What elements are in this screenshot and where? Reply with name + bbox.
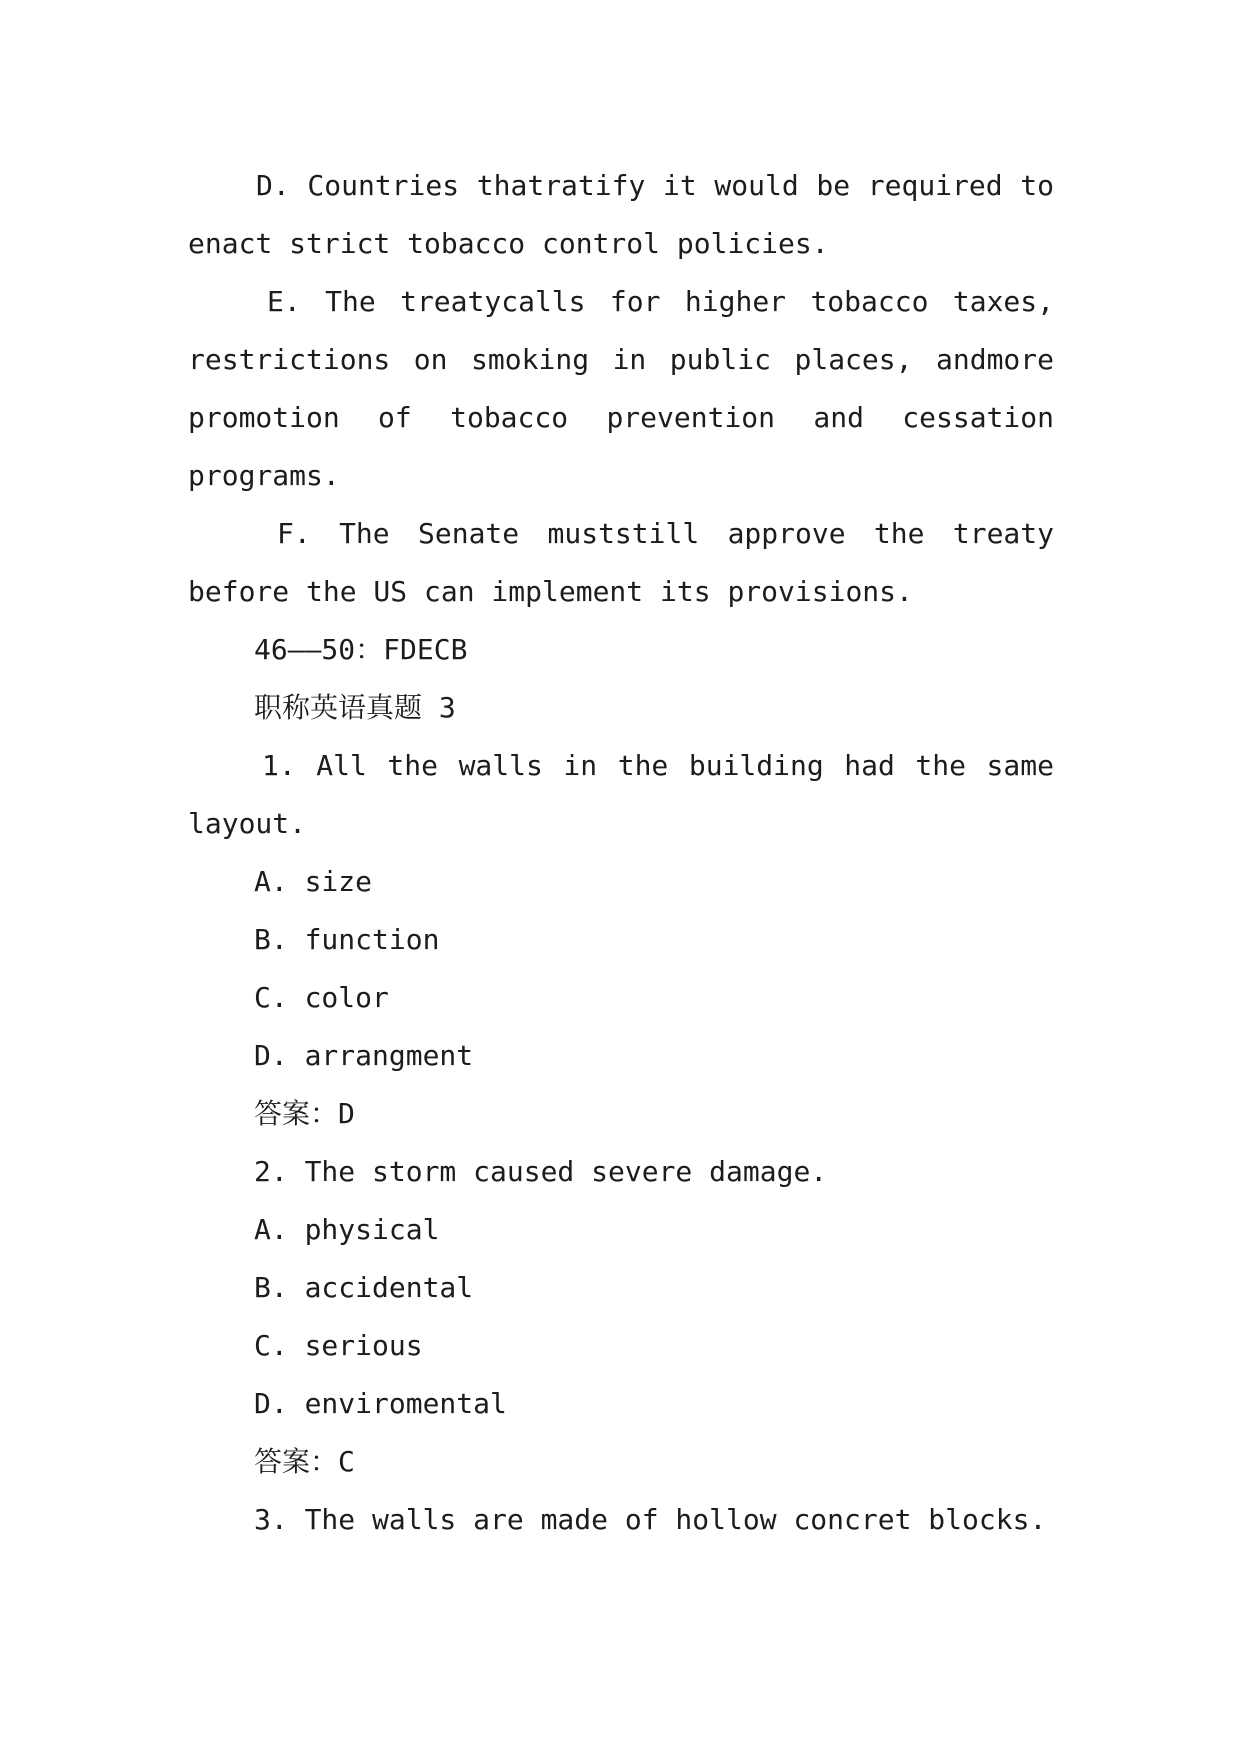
section-heading: 职称英语真题 3: [254, 691, 456, 724]
q1-option-b: B. function: [254, 923, 440, 956]
question-1-line-2: layout.: [188, 807, 307, 840]
answer-key-46-50: 46——50：FDECB: [254, 633, 468, 666]
option-d-line-2: enact strict tobacco control policies.: [188, 227, 829, 260]
option-f-line-1: F. The Senate muststill approve the treaty: [277, 517, 1054, 550]
option-e-line-4: programs.: [188, 459, 340, 492]
q2-option-d: D. enviromental: [254, 1387, 507, 1420]
option-e-line-1: E. The treatycalls for higher tobacco taxes,: [267, 285, 1054, 318]
option-e-line-3: promotion of tobacco prevention and cessation: [188, 401, 1054, 434]
q1-option-d: D. arrangment: [254, 1039, 474, 1072]
option-f-line-2: before the US can implement its provisions.: [188, 575, 913, 608]
q1-option-c: C. color: [254, 981, 389, 1014]
q1-answer: 答案：D: [254, 1097, 355, 1130]
q2-answer: 答案：C: [254, 1445, 355, 1478]
q1-option-a: A. size: [254, 865, 373, 898]
option-e-line-2: restrictions on smoking in public places, andmore: [188, 343, 1054, 376]
q2-option-b: B. accidental: [254, 1271, 474, 1304]
question-1-line-1: 1. All the walls in the building had the same: [262, 749, 1054, 782]
q2-option-a: A. physical: [254, 1213, 440, 1246]
question-2: 2. The storm caused severe damage.: [254, 1155, 828, 1188]
question-3: 3. The walls are made of hollow concret blocks.: [254, 1503, 1047, 1536]
option-d-line-1: D. Countries thatratify it would be required to: [256, 169, 1054, 202]
q2-option-c: C. serious: [254, 1329, 423, 1362]
